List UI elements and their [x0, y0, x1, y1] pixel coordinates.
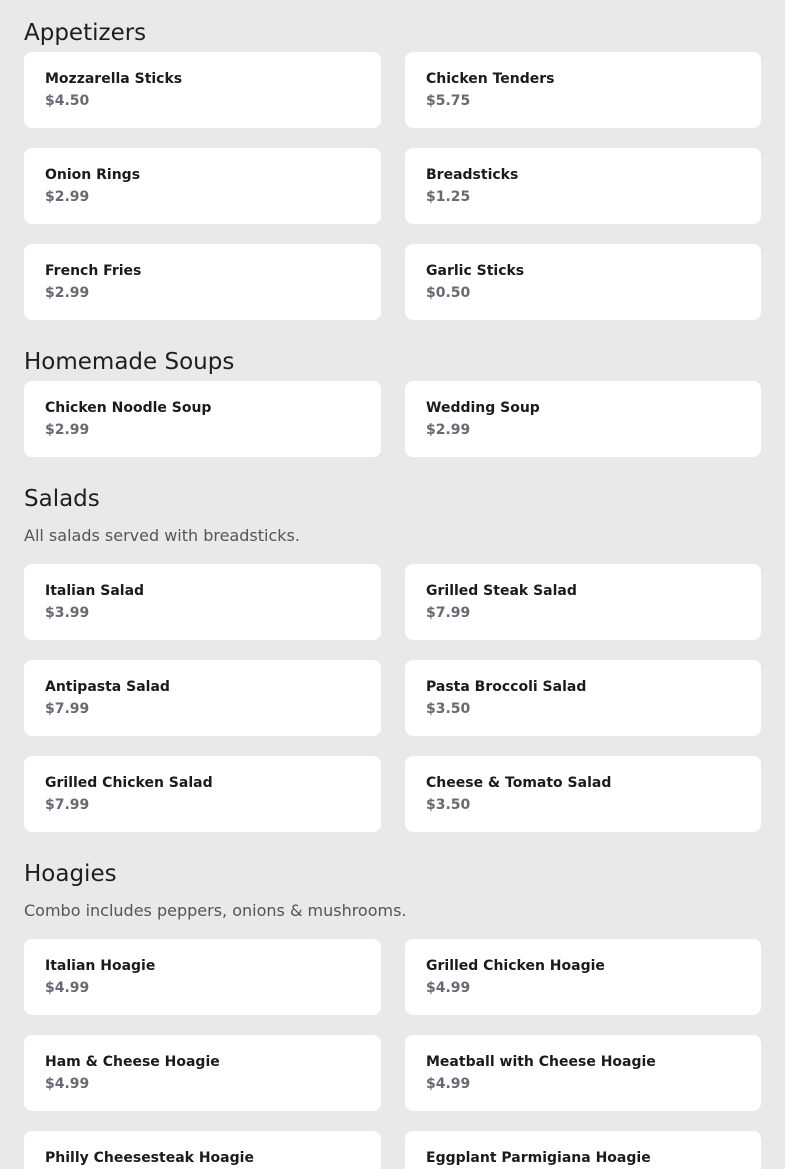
section-description-hoagies: Combo includes peppers, onions & mushrooms.	[24, 901, 407, 920]
menu-item-card[interactable]	[405, 1131, 761, 1169]
item-name: Italian Salad	[45, 583, 145, 599]
item-price: $4.99	[45, 980, 90, 996]
item-name: Chicken Noodle Soup	[45, 400, 212, 416]
item-name: Wedding Soup	[426, 400, 540, 416]
item-price: $3.99	[45, 605, 90, 621]
item-price: $4.99	[426, 1076, 471, 1092]
item-price: $5.75	[426, 93, 471, 109]
item-name: Ham & Cheese Hoagie	[45, 1054, 220, 1070]
menu-item-card[interactable]	[405, 756, 761, 832]
item-name: Cheese & Tomato Salad	[426, 775, 612, 791]
menu-item-card[interactable]	[405, 148, 761, 224]
menu-item-card[interactable]	[24, 564, 381, 640]
item-name: Eggplant Parmigiana Hoagie	[426, 1150, 651, 1166]
section-title-appetizers: Appetizers	[24, 20, 147, 46]
item-price: $2.99	[45, 189, 90, 205]
menu-item-card[interactable]	[405, 381, 761, 457]
menu-item-card[interactable]	[24, 939, 381, 1015]
item-price: $7.99	[45, 797, 90, 813]
item-name: Grilled Steak Salad	[426, 583, 577, 599]
menu-item-card[interactable]	[24, 1035, 381, 1111]
item-name: Pasta Broccoli Salad	[426, 679, 587, 695]
item-name: Italian Hoagie	[45, 958, 156, 974]
item-price: $3.50	[426, 701, 471, 717]
item-name: Breadsticks	[426, 167, 519, 183]
menu-item-card[interactable]	[24, 381, 381, 457]
item-price: $4.50	[45, 93, 90, 109]
item-price: $0.50	[426, 285, 471, 301]
section-description-salads: All salads served with breadsticks.	[24, 526, 300, 545]
item-price: $7.99	[45, 701, 90, 717]
item-price: $2.99	[426, 422, 471, 438]
menu-item-card[interactable]	[24, 660, 381, 736]
menu-item-card[interactable]	[24, 756, 381, 832]
section-title-hoagies: Hoagies	[24, 861, 117, 887]
item-price: $2.99	[45, 285, 90, 301]
menu-item-card[interactable]	[24, 1131, 381, 1169]
menu-item-card[interactable]	[405, 244, 761, 320]
item-price: $4.99	[45, 1076, 90, 1092]
item-name: Chicken Tenders	[426, 71, 555, 87]
menu-item-card[interactable]	[405, 939, 761, 1015]
item-price: $7.99	[426, 605, 471, 621]
item-name: Onion Rings	[45, 167, 141, 183]
item-name: Mozzarella Sticks	[45, 71, 183, 87]
menu-item-card[interactable]	[24, 244, 381, 320]
item-name: Philly Cheesesteak Hoagie	[45, 1150, 254, 1166]
menu-item-card[interactable]	[24, 52, 381, 128]
item-name: Garlic Sticks	[426, 263, 525, 279]
item-name: Antipasta Salad	[45, 679, 170, 695]
section-title-salads: Salads	[24, 486, 100, 512]
menu-item-card[interactable]	[405, 52, 761, 128]
item-name: French Fries	[45, 263, 142, 279]
item-price: $3.50	[426, 797, 471, 813]
item-price: $1.25	[426, 189, 471, 205]
menu-item-card[interactable]	[405, 1035, 761, 1111]
item-name: Meatball with Cheese Hoagie	[426, 1054, 656, 1070]
menu-item-card[interactable]	[405, 660, 761, 736]
item-price: $2.99	[45, 422, 90, 438]
item-name: Grilled Chicken Salad	[45, 775, 213, 791]
menu-item-card[interactable]	[405, 564, 761, 640]
menu-item-card[interactable]	[24, 148, 381, 224]
item-name: Grilled Chicken Hoagie	[426, 958, 605, 974]
section-title-homemade-soups: Homemade Soups	[24, 349, 235, 375]
item-price: $4.99	[426, 980, 471, 996]
